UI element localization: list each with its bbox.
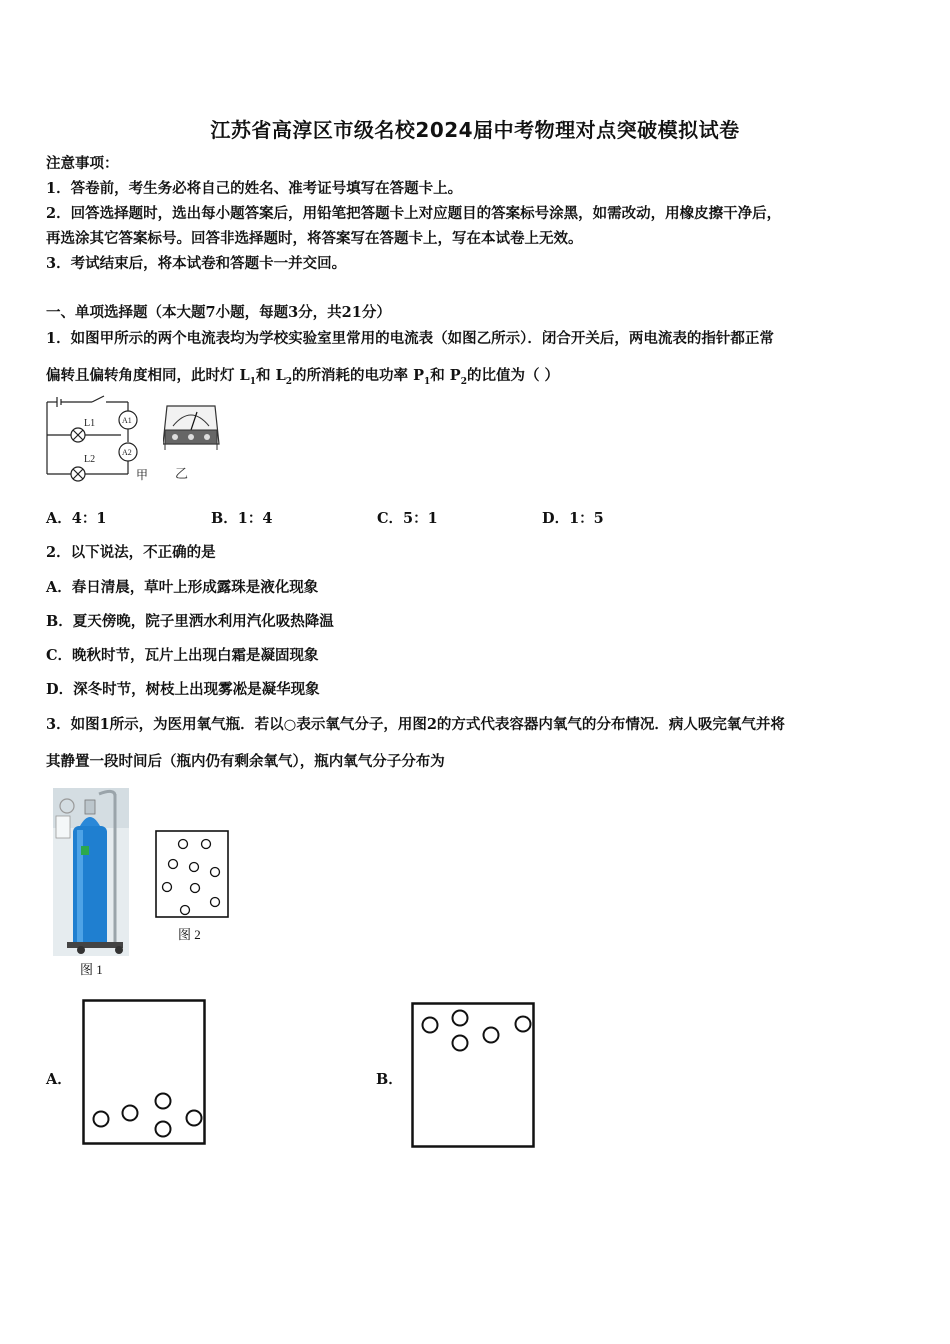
fig2-molecule-box — [155, 830, 229, 918]
section-heading: 一、单项选择题（本大题7小题，每题3分，共21分） — [46, 304, 391, 321]
notice-item: 1．答卷前，考生务必将自己的姓名、准考证号填写在答题卡上。 — [46, 180, 463, 197]
l2-label: L2 — [84, 454, 96, 465]
q1-option-b[interactable]: B．1：4 — [211, 510, 273, 527]
q2-option-a[interactable]: A．春日清晨，草叶上形成露珠是液化现象 — [46, 579, 319, 596]
a1-label: A1 — [122, 416, 132, 425]
l1-label: L1 — [84, 418, 96, 429]
q3-stem-line2: 其静置一段时间后（瓶内仍有剩余氧气），瓶内氧气分子分布为 — [46, 753, 445, 770]
q3-option-b-figure[interactable] — [411, 1002, 535, 1148]
q1-option-d[interactable]: D．1：5 — [542, 510, 604, 527]
ammeter-picture — [163, 400, 223, 484]
q2-option-b[interactable]: B．夏天傍晚，院子里洒水利用汽化吸热降温 — [46, 613, 334, 630]
page-title: 江苏省高淳区市级名校2024届中考物理对点突破模拟试卷 — [210, 118, 740, 142]
q2-option-c[interactable]: C．晚秋时节，瓦片上出现白霜是凝固现象 — [46, 647, 319, 664]
oxygen-cylinder-photo — [53, 788, 129, 956]
q3-stem-line1: 3．如图1所示，为医用氧气瓶．若以○表示氧气分子，用图2的方式代表容器内氧气的分布情况．病人吸完氧气并将 — [46, 716, 785, 733]
circuit-diagram — [44, 394, 154, 484]
q2-option-d[interactable]: D．深冬时节，树枝上出现雾凇是凝华现象 — [46, 681, 320, 698]
notice-item: 3．考试结束后，将本试卷和答题卡一并交回。 — [46, 255, 347, 272]
q1-stem-line2: 偏转且偏转角度相同，此时灯 $L_1$和 $L_2$的所消耗的电功率 $P_1$和 $P_2$的比值为（ ） — [46, 367, 560, 387]
yi-label: 乙 — [175, 467, 189, 482]
fig1-caption: 图 1 — [80, 962, 103, 977]
q2-stem: 2．以下说法，不正确的是 — [46, 544, 216, 561]
q3-option-a-label[interactable]: A． — [46, 1071, 72, 1088]
q1-stem-line1: 1．如图甲所示的两个电流表均为学校实验室里常用的电流表（如图乙所示）．闭合开关后，两电流表的指针都正常 — [46, 330, 774, 347]
q1-option-c[interactable]: C．5：1 — [377, 510, 438, 527]
a2-label: A2 — [122, 448, 132, 457]
notice-item: 再选涂其它答案标号。回答非选择题时，将答案写在答题卡上，写在本试卷上无效。 — [46, 230, 583, 247]
notice-heading: 注意事项： — [46, 155, 119, 172]
q3-option-a-figure[interactable] — [82, 999, 206, 1145]
fig2-caption: 图 2 — [178, 927, 201, 942]
q3-option-b-label[interactable]: B． — [376, 1071, 403, 1088]
jia-label: 甲 — [136, 468, 149, 482]
q1-option-a[interactable]: A．4：1 — [46, 510, 107, 527]
notice-item: 2．回答选择题时，选出每小题答案后，用铅笔把答题卡上对应题目的答案标号涂黑，如需改动，用橡皮擦干净后， — [46, 205, 782, 222]
